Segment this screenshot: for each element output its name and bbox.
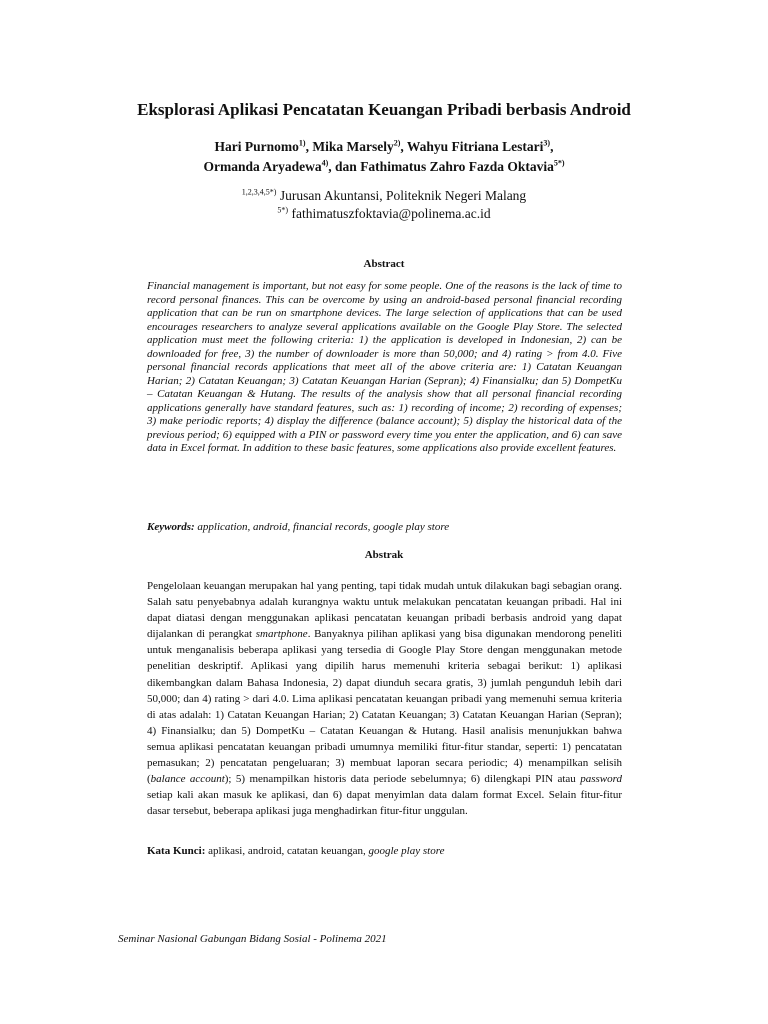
author-separator: , [305, 139, 313, 154]
abstrak-italic-term: password [580, 773, 622, 786]
author-name: Mika Marsely [312, 139, 394, 154]
page-footer: Seminar Nasional Gabungan Bidang Sosial - Polinema 2021 [118, 933, 387, 945]
author-sup: 5*) [553, 158, 565, 168]
authors-block [0, 137, 768, 177]
abstrak-text: setiap kali akan masuk ke aplikasi, dan 6) dapat menyimlan data dalam format Excel. Selain fitur-fitur dasar tersebut, beberapa aplikasi juga menghadirkan fitur-fitur unggulan. [147, 789, 622, 818]
abstrak-text: . Banyaknya pilihan aplikasi yang bisa digunakan mendorong peneliti untuk menganalisis beberapa aplikasi yang tersedia di Google Play Store dengan menggunakan metode penelitian deskriptif. Aplikasi yang dipilih harus memenuhi kriteria sebagai berikut: 1) aplikasi dikembangkan dalam Bahasa Indonesia, 2) dapat diunduh secara gratis, 3) jumlah pengunduh lebih dari 50,000; dan 4) rating > dari 4.0. Lima aplikasi pencatatan keuangan pribadi yang memenuhi semua kriteria di atas adalah: 1) Catatan Keuangan Harian; 2) Catatan Keuangan; 3) Catatan Keuangan Harian (Sepran); 4) Finansialku; dan 5) DompetKu – Catatan Keuangan & Hutang. Hasil analisis menunjukkan bahwa semua aplikasi pencatatan keuangan pribadi umumnya memiliki fitur-fitur standar, seperti: 1) pencatatan pemasukan; 2) pencatatan pengeluaran; 3) membuat laporan secara periodic; 4) menampilkan selisih ( [147, 628, 622, 786]
paper-title: Eksplorasi Aplikasi Pencatatan Keuangan Pribadi berbasis Android [137, 100, 631, 119]
author-sup: 3) [543, 138, 551, 148]
keywords-label: Keywords: [147, 521, 195, 533]
authors-line-1 [0, 137, 768, 157]
abstrak-italic-term: smartphone [255, 628, 308, 641]
kata-kunci-line [147, 845, 622, 857]
abstrak-text: Pengelolaan keuangan merupakan hal yang penting, tapi tidak mudah untuk dilakukan bagi sebagian orang. Salah satu penyebabnya adalah kurangnya waktu untuk melakukan pencatatan keuangan pribadi. Hal ini dapat diatasi dengan menggunakan aplikasi pencatatan keuangan pribadi berbasis android yang dapat dijalankan di perangkat [147, 580, 622, 641]
author-name: Ormanda Aryadewa [203, 159, 322, 174]
author-sup: 1) [298, 138, 306, 148]
kata-kunci-italic: google play store [368, 845, 445, 857]
keywords-text: application, android, financial records, google play store [194, 521, 450, 533]
abstrak-text: ); 5) menampilkan historis data periode sebelumnya; 6) dilengkapi PIN atau [224, 773, 581, 786]
author-sup: 4) [321, 158, 329, 168]
affiliation-text: Jurusan Akuntansi, Politeknik Negeri Malang [276, 188, 527, 203]
author-separator: , dan [328, 159, 361, 174]
keywords-line [147, 521, 622, 533]
abstract-en-paragraph: Financial management is important, but not easy for some people. One of the reasons is the lack of time to record personal finances. This can be overcome by using an android-based personal financial recording application that can be run on smartphone devices. The large selection of applications that can be used encourages researchers to analyze several applications available on the Google Play Store. The selected application must meet the following criteria: 1) the application is developed in Indonesian, 2) can be downloaded for free, 3) the number of downloader is more than 50,000; and 4) rating > from 4.0. Five personal financial records applications that meet all of the above criteria are: 1) Catatan Keuangan Harian; 2) Catatan Keuangan; 3) Catatan Keuangan Harian (Sepran); 4) Finansialku; dan 5) DompetKu – Catatan Keuangan & Hutang. The results of the analysis show that all personal financial recording applications generally have standard features, such as: 1) recording of income; 2) recording of expenses; 3) make periodic reports; 4) display the difference (balance account); 5) display the historical data of the previous period; 6) equipped with a PIN or password every time you enter the application, and 6) can save data in Excel format. In addition to these basic features, some applications also provide excellent features. [147, 280, 622, 454]
affiliation-line [0, 187, 768, 205]
authors-line-2 [0, 157, 768, 177]
email-sup: 5*) [277, 205, 289, 215]
email-line [0, 205, 768, 223]
affiliation-sup: 1,2,3,4,5*) [241, 187, 277, 197]
author-name: Fathimatus Zahro Fazda Oktavia [360, 159, 554, 174]
abstrak-heading: Abstrak [364, 549, 404, 561]
abstrak-italic-term: balance account [150, 773, 225, 786]
author-name: Wahyu Fitriana Lestari [406, 139, 544, 154]
abstract-heading: Abstract [363, 258, 405, 270]
abstrak-paragraph [147, 578, 622, 819]
author-sup: 2) [393, 138, 401, 148]
kata-kunci-text: aplikasi, android, catatan keuangan, [205, 845, 369, 857]
author-separator: , [400, 139, 407, 154]
email-text[interactable]: fathimatuszfoktavia@polinema.ac.id [288, 206, 491, 221]
author-separator: , [550, 139, 554, 154]
affiliation-block [0, 187, 768, 223]
author-name: Hari Purnomo [214, 139, 299, 154]
kata-kunci-label: Kata Kunci: [147, 845, 206, 857]
